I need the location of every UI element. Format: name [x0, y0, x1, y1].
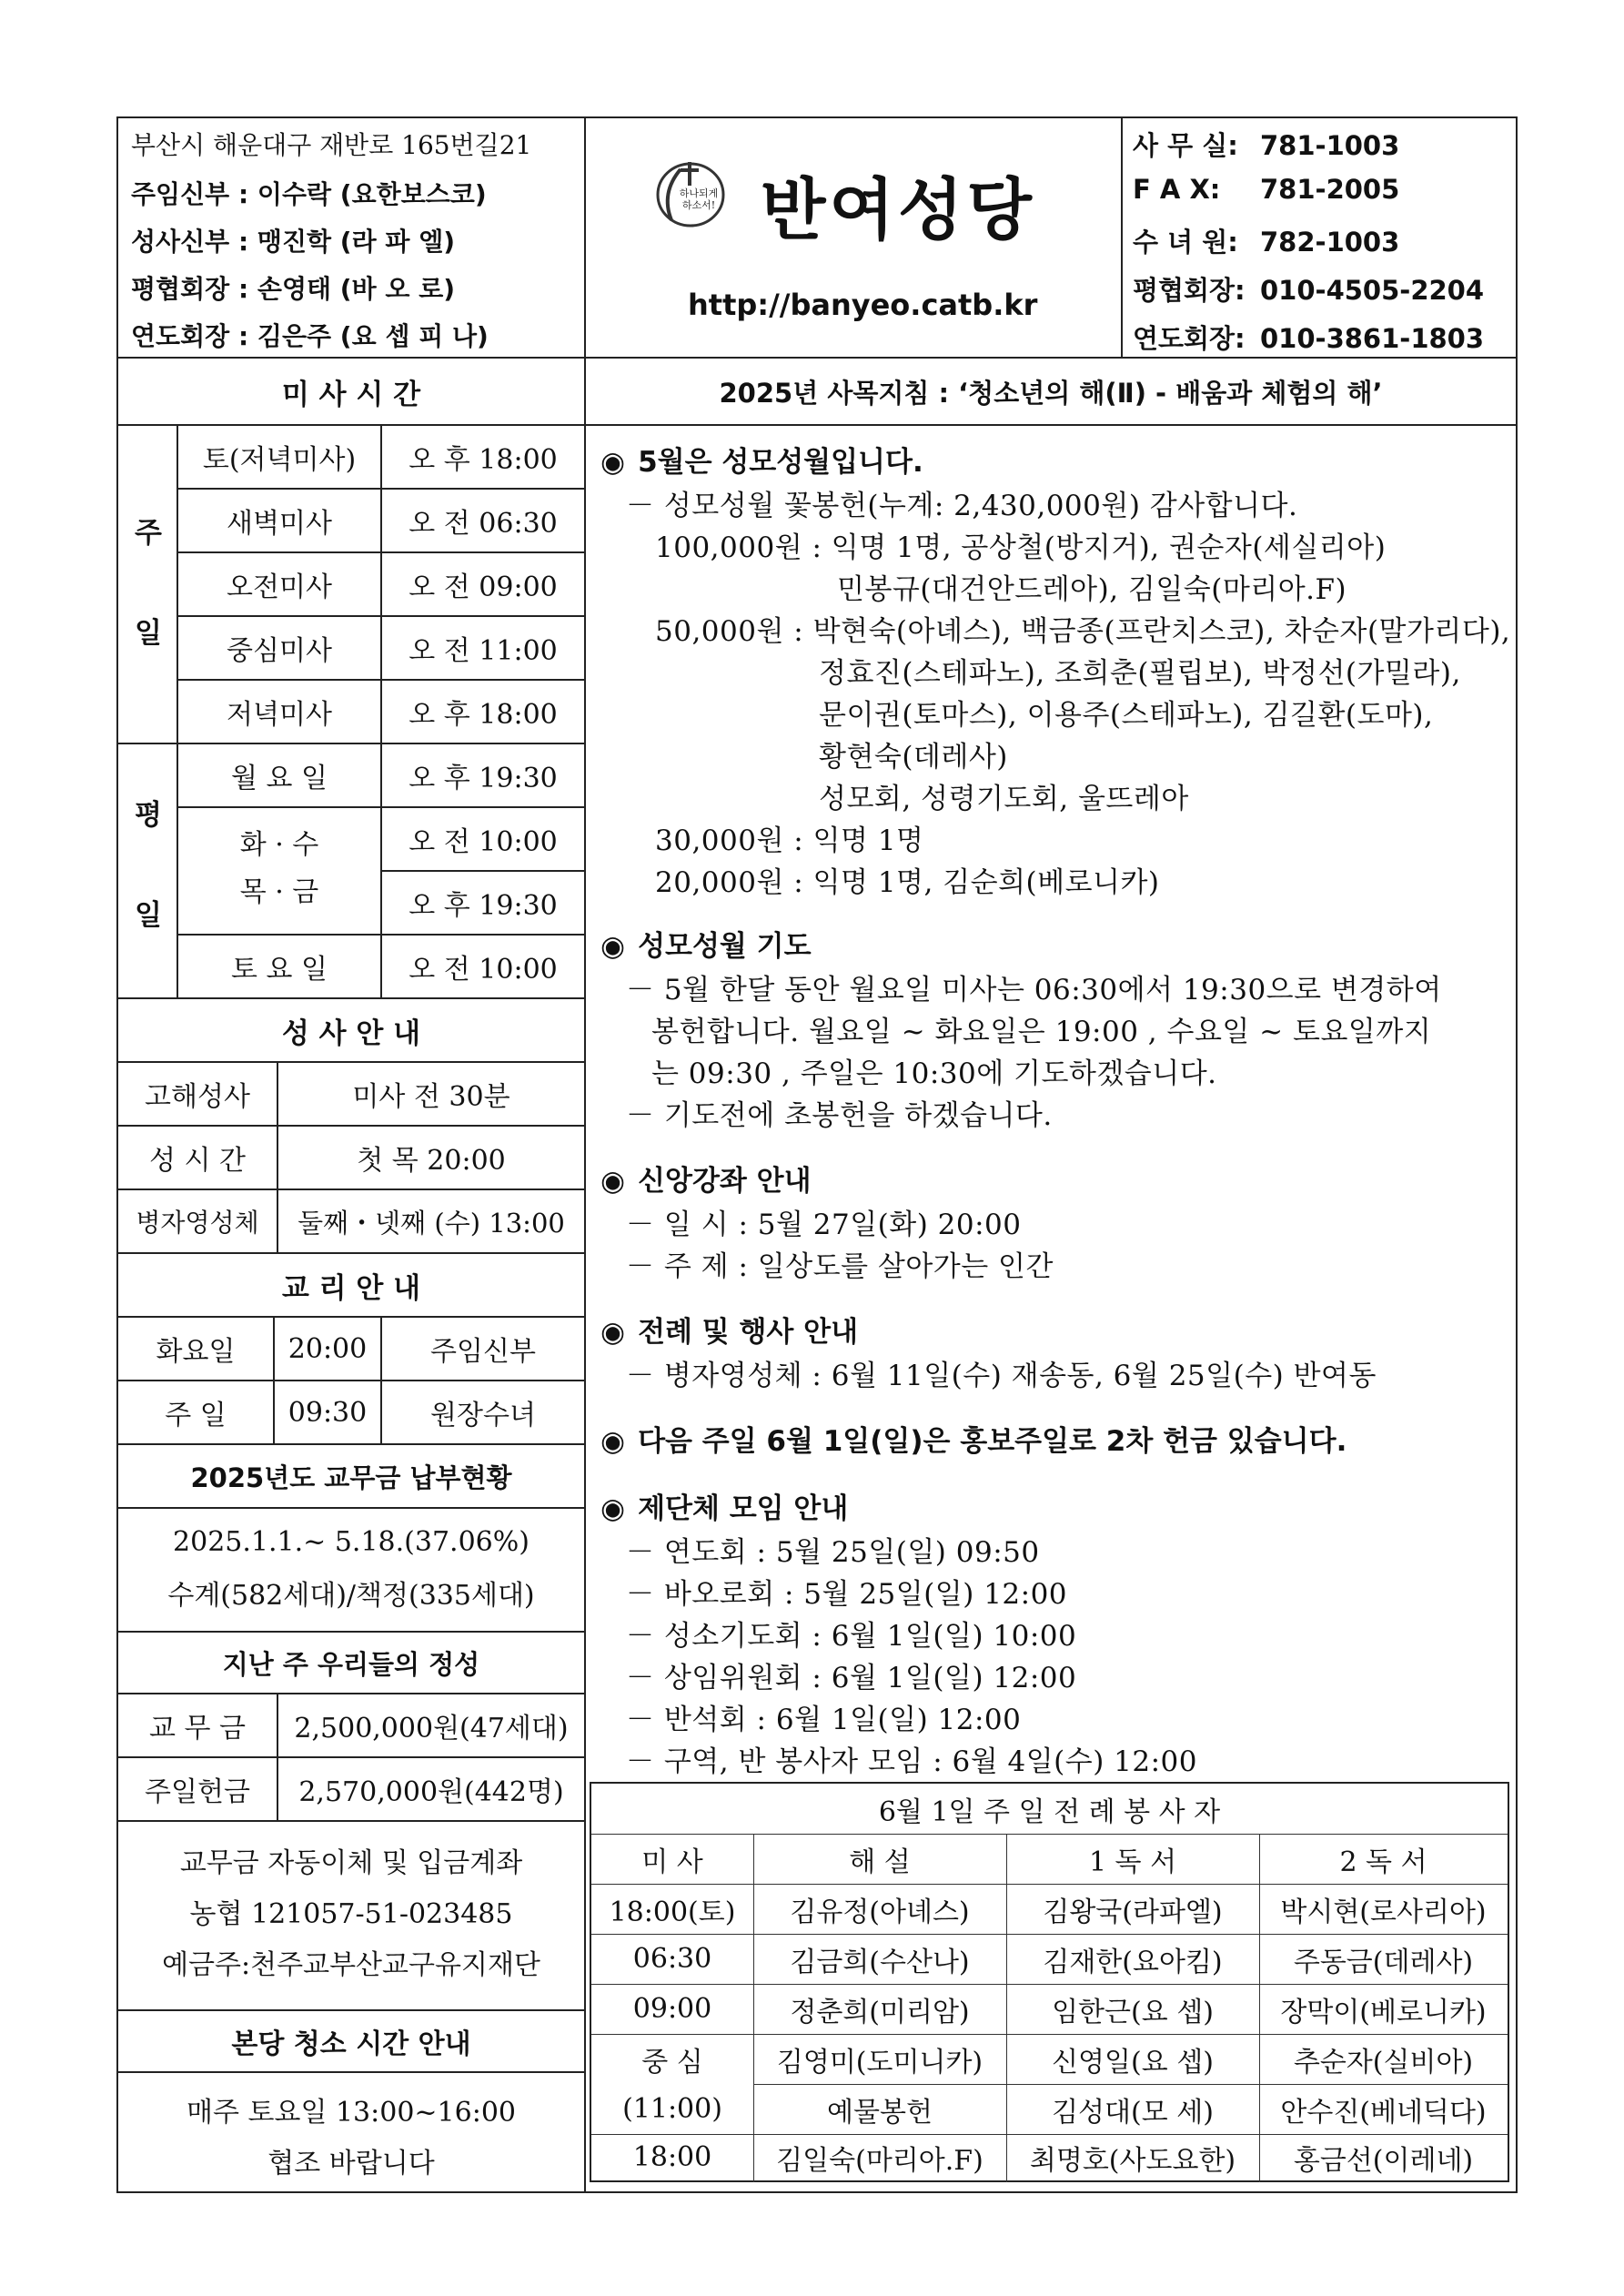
servers-mass-cell: (11:00) [622, 2093, 722, 2125]
catechism-tue-day: 화요일 [156, 1336, 236, 1368]
weekday-evening-time: 오 후 19:30 [409, 890, 558, 922]
pastoral-theme: 2025년 사목지침 : ‘청소년의 해(Ⅱ) - 배움과 체험의 해’ [719, 377, 1383, 409]
servers-reading1-cell: 신영일(요 셉) [1052, 2046, 1214, 2079]
servers-reading1-cell: 김재한(요아킴) [1043, 1946, 1223, 1978]
staff-yeondo-president: 연도회장 : 김은주 (요 셉 피 나) [131, 321, 489, 351]
sick-communion-name: 병자영성체 [136, 1208, 259, 1238]
servers-header-reading1: 1 독 서 [1088, 1846, 1177, 1878]
sick-communion-value: 둘째・넷째 (수) 13:00 [298, 1207, 565, 1239]
sacrament-title: 성 사 안 내 [281, 1017, 421, 1050]
contact-convent: 수 녀 원: 782-1003 [1133, 227, 1400, 258]
notice-groups-line: － 반석회 : 6월 1일(일) 12:00 [626, 1704, 1022, 1736]
notice-groups-line: － 상임위원회 : 6월 1일(일) 12:00 [626, 1662, 1077, 1694]
holy-hour-name: 성 시 간 [148, 1145, 246, 1177]
staff-council-president: 평협회장 : 손영태 (바 오 로) [131, 274, 456, 304]
staff-priest: 성사신부 : 맹진학 (라 파 엘) [131, 227, 456, 257]
notice-may-line: 30,000원 : 익명 1명 [655, 824, 924, 857]
servers-table [590, 1782, 1509, 2182]
servers-commentary-cell: 김금희(수산나) [790, 1946, 970, 1978]
catechism-sun-day: 주 일 [165, 1400, 227, 1431]
dues-period: 2025.1.1.~ 5.18.(37.06%) [173, 1525, 530, 1558]
mass-dawn-name: 새벽미사 [227, 508, 332, 540]
confession-name: 고해성사 [145, 1081, 250, 1113]
offering-dues-value: 2,500,000원(47세대) [294, 1713, 569, 1745]
weekday-monday-name: 월 요 일 [230, 763, 328, 794]
notice-groups-line: － 연도회 : 5월 25일(일) 09:50 [626, 1536, 1040, 1569]
notice-lecture-title: ◉ 신앙강좌 안내 [600, 1165, 812, 1198]
notice-may-title: ◉ 5월은 성모성월입니다. [600, 446, 923, 479]
notice-prayer-title: ◉ 성모성월 기도 [600, 930, 812, 963]
notice-prayer-line: － 5월 한달 동안 월요일 미사는 06:30에서 19:30으로 변경하여 [626, 974, 1442, 1006]
catechism-sun-who: 원장수녀 [430, 1400, 536, 1431]
contact-council-president: 평협회장: 010-4505-2204 [1133, 275, 1485, 306]
offering-dues-name: 교 무 금 [148, 1713, 246, 1745]
mass-evening-time: 오 후 18:00 [409, 699, 558, 731]
notice-may-line: 20,000원 : 익명 1명, 김순희(베로니카) [655, 866, 1160, 899]
notice-groups-line: － 성소기도회 : 6월 1일(일) 10:00 [626, 1620, 1077, 1653]
notices-area [586, 424, 1516, 1780]
servers-reading2-cell: 홍금선(이레네) [1293, 2144, 1474, 2177]
notice-liturgy-line: － 병자영성체 : 6월 11일(수) 재송동, 6월 25일(수) 반여동 [626, 1360, 1377, 1392]
servers-mass-cell: 06:30 [632, 1943, 712, 1975]
servers-reading1-cell: 김성대(모 세) [1052, 2096, 1214, 2129]
mass-sat-evening-name: 토(저녁미사) [202, 444, 357, 476]
cleaning-time: 매주 토요일 13:00~16:00 [186, 2097, 517, 2129]
mass-main-time: 오 전 11:00 [409, 635, 558, 667]
weekday-monday-time: 오 후 19:30 [409, 763, 558, 794]
weekday-saturday-name: 토 요 일 [230, 954, 328, 986]
servers-reading2-cell: 박시현(로사리아) [1280, 1896, 1487, 1928]
account-number: 농협 121057-51-023485 [189, 1898, 513, 1930]
notice-may-intro: － 성모성월 꽃봉헌(누계: 2,430,000원) 감사합니다. [626, 490, 1298, 522]
parish-address: 부산시 해운대구 재반로 165번길21 [131, 130, 532, 160]
weekday-label-top: 평 [135, 799, 162, 832]
servers-commentary-cell: 예물봉헌 [827, 2096, 933, 2129]
parish-url[interactable]: http://banyeo.catb.kr [688, 288, 1038, 322]
notice-lecture-line: － 일 시 : 5월 27일(화) 20:00 [626, 1209, 1022, 1241]
dues-title: 2025년도 교무금 납부현황 [190, 1462, 512, 1493]
notice-may-line: 성모회, 성령기도회, 울뜨레아 [819, 783, 1189, 815]
sunday-label-top: 주 [135, 517, 162, 550]
parish-logo: 하나되게 하소서! [653, 157, 728, 231]
weekday-saturday-time: 오 전 10:00 [409, 954, 558, 986]
servers-reading2-cell: 장막이(베로니카) [1280, 1996, 1487, 2028]
bulletin-page [116, 116, 1518, 2193]
catechism-tue-who: 주임신부 [430, 1336, 536, 1368]
weekday-tue-wed-name: 화 · 수 [239, 829, 319, 861]
notice-prayer-line: 봉헌합니다. 월요일 ~ 화요일은 19:00 , 수요일 ~ 토요일까지 [651, 1016, 1432, 1048]
mass-main-name: 중심미사 [227, 635, 332, 667]
notice-may-line: 100,000원 : 익명 1명, 공상철(방지거), 권순자(세실리아) [655, 531, 1387, 564]
cleaning-request: 협조 바랍니다 [267, 2148, 435, 2180]
account-holder: 예금주:천주교부산교구유지재단 [162, 1949, 540, 1981]
offering-title: 지난 주 우리들의 정성 [222, 1648, 480, 1680]
notice-promo-title: ◉ 다음 주일 6월 1일(일)은 홍보주일로 2차 헌금 있습니다. [600, 1425, 1347, 1458]
servers-header-commentary: 해 설 [849, 1846, 911, 1878]
servers-commentary-cell: 김유정(아녜스) [790, 1896, 970, 1928]
servers-commentary-cell: 정춘희(미리암) [790, 1996, 970, 2028]
servers-reading1-cell: 임한근(요 셉) [1052, 1996, 1214, 2028]
servers-mass-cell: 18:00(토) [609, 1896, 736, 1928]
servers-mass-cell: 중 심 [641, 2046, 703, 2079]
catechism-tue-time: 20:00 [287, 1332, 368, 1365]
cleaning-title: 본당 청소 시간 안내 [231, 2028, 471, 2060]
notice-groups-line: － 바오로회 : 5월 25일(일) 12:00 [626, 1578, 1068, 1611]
servers-reading1-cell: 최명호(사도요한) [1029, 2144, 1236, 2177]
notice-groups-title: ◉ 제단체 모임 안내 [600, 1492, 849, 1525]
servers-commentary-cell: 김영미(도미니카) [776, 2046, 983, 2079]
weekday-label-bottom: 일 [135, 899, 162, 932]
servers-header-mass: 미 사 [641, 1846, 703, 1878]
mass-morning-name: 오전미사 [227, 571, 332, 603]
notice-lecture-line: － 주 제 : 일상도를 살아가는 인간 [626, 1250, 1054, 1283]
mass-sat-evening-time: 오 후 18:00 [409, 444, 558, 476]
offering-sunday-name: 주일헌금 [145, 1776, 250, 1808]
servers-reading2-cell: 안수진(베네딕다) [1280, 2096, 1487, 2129]
catechism-sun-time: 09:30 [287, 1396, 368, 1429]
dues-households: 수계(582세대)/책정(335세대) [167, 1580, 535, 1612]
servers-commentary-cell: 김일숙(마리아.F) [776, 2144, 983, 2177]
weekday-thu-fri-name: 목 · 금 [239, 876, 319, 908]
notice-may-line: 문이권(토마스), 이용주(스테파노), 김길환(도마), [819, 699, 1434, 732]
parish-name: 반여성당 [761, 171, 1035, 249]
notice-may-line: 민봉규(대건안드레아), 김일숙(마리아.F) [837, 573, 1347, 606]
holy-hour-value: 첫 목 20:00 [357, 1145, 506, 1177]
notice-liturgy-title: ◉ 전례 및 행사 안내 [600, 1316, 859, 1349]
servers-reading2-cell: 추순자(실비아) [1293, 2046, 1474, 2079]
mass-times-title: 미 사 시 간 [281, 378, 421, 411]
servers-header-reading2: 2 독 서 [1339, 1846, 1427, 1878]
offering-sunday-value: 2,570,000원(442명) [298, 1776, 564, 1808]
servers-mass-cell: 09:00 [632, 1993, 712, 2025]
servers-mass-cell: 18:00 [632, 2141, 712, 2173]
notice-may-line: 황현숙(데레사) [819, 741, 1008, 774]
servers-title: 6월 1일 주 일 전 례 봉 사 자 [878, 1795, 1221, 1828]
staff-pastor: 주임신부 : 이수락 (요한보스코) [131, 179, 487, 209]
weekday-morning-time: 오 전 10:00 [409, 826, 558, 858]
confession-value: 미사 전 30분 [352, 1081, 510, 1113]
mass-morning-time: 오 전 09:00 [409, 571, 558, 603]
contact-fax: F A X: 781-2005 [1133, 174, 1400, 205]
notice-prayer-line: 는 09:30 , 주일은 10:30에 기도하겠습니다. [651, 1057, 1217, 1090]
servers-reading2-cell: 주동금(데레사) [1293, 1946, 1474, 1978]
mass-dawn-time: 오 전 06:30 [409, 508, 558, 540]
notice-may-line: 정효진(스테파노), 조희춘(필립보), 박정선(가밀라), [819, 657, 1461, 690]
notice-groups-line: － 구역, 반 봉사자 모임 : 6월 4일(수) 12:00 [626, 1745, 1198, 1778]
catechism-title: 교 리 안 내 [281, 1271, 421, 1305]
servers-reading1-cell: 김왕국(라파엘) [1043, 1896, 1223, 1928]
mass-evening-name: 저녁미사 [227, 699, 332, 731]
notice-prayer-line: － 기도전에 초봉헌을 하겠습니다. [626, 1099, 1053, 1132]
contact-office: 사 무 실: 781-1003 [1133, 130, 1400, 161]
notice-may-line: 50,000원 : 박현숙(아녜스), 백금종(프란치스코), 차순자(말가리다), [655, 615, 1511, 648]
sunday-label-bottom: 일 [135, 617, 162, 650]
contact-yeondo-president: 연도회장: 010-3861-1803 [1133, 323, 1485, 354]
account-title: 교무금 자동이체 및 입금계좌 [179, 1847, 523, 1879]
